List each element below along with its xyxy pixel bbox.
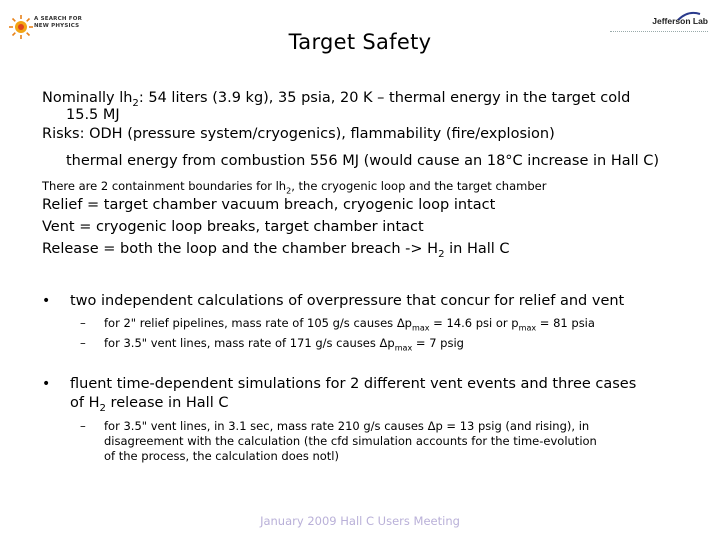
bullet-2-line-1: fluent time-dependent simulations for 2 different vent events and three cases	[70, 376, 637, 392]
sub1-text-b: = 14.6 psi or p	[429, 316, 519, 330]
boundaries-sub: 2	[286, 186, 292, 196]
sub2-text-b: = 7 psig	[412, 336, 464, 350]
bullet-2-sub-1-dash: –	[80, 419, 86, 433]
boundaries-line	[42, 178, 546, 195]
bullet-2-marker: •	[42, 376, 51, 392]
release-text-b: in Hall C	[444, 241, 510, 257]
release-line	[42, 241, 510, 258]
logo-text-line-2: NEW PHYSICS	[34, 22, 80, 29]
bullet-1-sub-2	[104, 336, 464, 351]
logo-text	[34, 16, 82, 29]
sub1-sub-2: max	[518, 323, 537, 333]
nominal-sub: 2	[132, 97, 139, 109]
bullet-1-sub-1-dash: –	[80, 316, 86, 330]
sub1-text-c: = 81 psia	[536, 316, 595, 330]
nominal-continuation: 15.5 MJ	[66, 107, 120, 123]
page-title: Target Safety	[288, 30, 432, 54]
bullet-1-text: two independent calculations of overpressure that concur for relief and vent	[70, 293, 625, 309]
boundaries-text-a: There are 2 containment boundaries for lh	[42, 179, 287, 193]
relief-line: Relief = target chamber vacuum breach, cryogenic loop intact	[42, 197, 496, 213]
nominal-text-b: : 54 liters (3.9 kg), 35 psia, 20 K – thermal energy in the target cold	[138, 90, 631, 106]
bullet-2-sub-1-line-3: of the process, the calculation does notl)	[104, 449, 339, 463]
bullet-2-text-a: of H	[70, 395, 100, 411]
bullet-2-line-2	[70, 394, 228, 412]
bullet-2-sub-1-line-2: disagreement with the calculation (the cfd simulation accounts for the time-evolution	[104, 434, 597, 448]
jefferson-lab-label: Jefferson Lab	[652, 16, 708, 26]
bullet-2-sub-1-line-1: for 3.5" vent lines, in 3.1 sec, mass rate 210 g/s causes Δp = 13 psig (and rising), in	[104, 419, 590, 433]
vent-line: Vent = cryogenic loop breaks, target chamber intact	[42, 219, 424, 235]
bullet-1-marker: •	[42, 293, 51, 309]
bullet-2-text-b: release in Hall C	[105, 395, 229, 411]
sub1-text-a: for 2" relief pipelines, mass rate of 105 g/s causes Δp	[104, 316, 412, 330]
bullet-1-sub-2-dash: –	[80, 336, 86, 350]
release-sub: 2	[438, 248, 445, 260]
nominal-text-a: Nominally lh	[42, 90, 133, 106]
sub2-sub-1: max	[394, 343, 413, 353]
bullet-2-sub: 2	[99, 402, 106, 414]
bullet-1-sub-1	[104, 316, 595, 331]
risks-line: Risks: ODH (pressure system/cryogenics), flammability (fire/explosion)	[42, 126, 555, 142]
logo-text-line-1: A SEARCH FOR	[34, 16, 83, 22]
nominal-line	[42, 90, 630, 107]
footer-meeting: January 2009 Hall C Users Meeting	[260, 514, 460, 528]
release-text-a: Release = both the loop and the chamber breach -> H	[42, 241, 439, 257]
thermal-line: thermal energy from combustion 556 MJ (would cause an 18°C increase in Hall C)	[66, 153, 660, 169]
boundaries-text-b: , the cryogenic loop and the target chamber	[291, 179, 547, 193]
sub1-sub-1: max	[411, 323, 430, 333]
sub2-text-a: for 3.5" vent lines, mass rate of 171 g/s causes Δp	[104, 336, 395, 350]
